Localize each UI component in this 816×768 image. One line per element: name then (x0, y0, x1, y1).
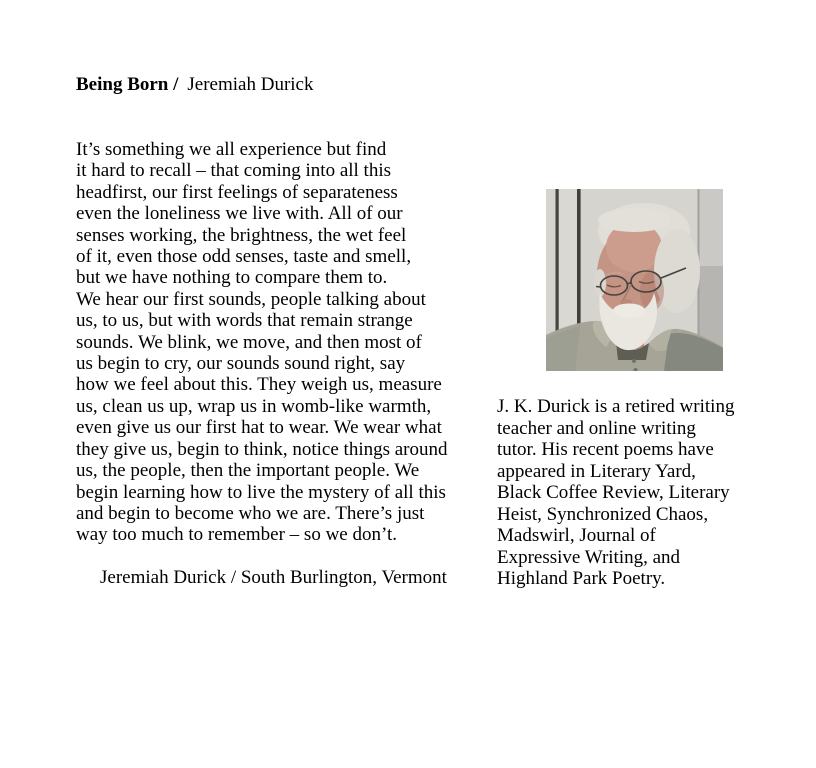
text-line: how we feel about this. They weigh us, measure (76, 374, 442, 396)
text-line: they give us, begin to think, notice things around (76, 438, 448, 460)
text-line: us, to us, but with words that remain strange (76, 310, 413, 332)
text-line: J. K. Durick is a retired writing (497, 396, 735, 417)
author-photo-illustration (546, 189, 723, 371)
author-photo (546, 189, 723, 371)
text-line: Madswirl, Journal of (497, 525, 656, 546)
poem-text (76, 139, 516, 546)
poem-title: Being Born / (76, 74, 179, 95)
author-bio (497, 396, 777, 590)
text-line: us, clean us up, wrap us in womb-like warmth, (76, 395, 432, 417)
text-line: even the loneliness we live with. All of our (76, 203, 403, 225)
text-line: Highland Park Poetry. (497, 568, 666, 589)
text-line: of it, even those odd senses, taste and smell, (76, 246, 412, 268)
text-line: way too much to remember – so we don’t. (76, 524, 397, 546)
text-line: us begin to cry, our sounds sound right, say (76, 353, 406, 375)
text-line: We hear our first sounds, people talking about (76, 288, 426, 310)
text-line: it hard to recall – that coming into all this (76, 160, 392, 182)
text-line: but we have nothing to compare them to. (76, 267, 388, 289)
text-line: It’s something we all experience but find (76, 139, 387, 160)
text-line: teacher and online writing (497, 417, 696, 439)
text-line: Heist, Synchronized Chaos, (497, 503, 709, 525)
page-title (76, 74, 314, 95)
text-line: sounds. We blink, we move, and then most of (76, 331, 422, 353)
poem-attribution: Jeremiah Durick / South Burlington, Vermont (100, 567, 447, 588)
text-line: Expressive Writing, and (497, 546, 681, 568)
poem-author: Jeremiah Durick (187, 74, 314, 95)
text-line: headfirst, our first feelings of separateness (76, 181, 398, 203)
text-line: tutor. His recent poems have (497, 439, 714, 460)
text-line: even give us our first hat to wear. We wear what (76, 417, 442, 439)
text-line: appeared in Literary Yard, (497, 460, 696, 482)
text-line: begin learning how to live the mystery of all this (76, 481, 446, 503)
text-line: Black Coffee Review, Literary (497, 482, 730, 503)
text-line: us, the people, then the important people. We (76, 460, 420, 482)
text-line: and begin to become who we are. There’s just (76, 502, 425, 524)
text-line: senses working, the brightness, the wet feel (76, 224, 407, 246)
